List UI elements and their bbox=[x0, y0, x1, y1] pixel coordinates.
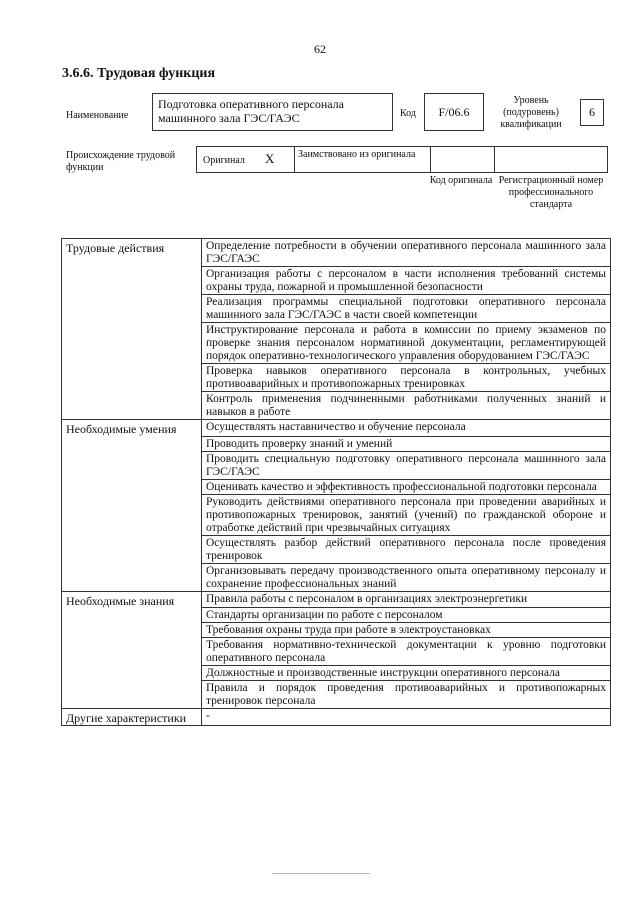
table-row bbox=[62, 666, 611, 681]
table-row bbox=[62, 239, 611, 267]
table-row bbox=[62, 392, 611, 420]
table-cell: Контроль применения подчиненными работниками полученных знаний и навыков в работе bbox=[202, 392, 611, 420]
name-label: Наименование bbox=[66, 110, 129, 121]
table-cell: Должностные и производственные инструкции оперативного персонала bbox=[202, 666, 611, 681]
functions-table bbox=[61, 238, 611, 726]
table-row bbox=[62, 267, 611, 295]
section-title-cell: Необходимые знания bbox=[62, 591, 202, 608]
borrowed-label: Заимствовано из оригинала bbox=[298, 149, 416, 160]
section-title-cell-continued bbox=[62, 392, 202, 420]
level-label: Уровень (подуровень) квалификации bbox=[500, 95, 562, 130]
table-cell: - bbox=[202, 709, 611, 726]
table-cell: Правила и порядок проведения противоаварийных и противопожарных тренировок персонала bbox=[202, 681, 611, 709]
section-title-cell-continued bbox=[62, 535, 202, 563]
section-title-cell-continued bbox=[62, 479, 202, 494]
section-title-cell-continued bbox=[62, 494, 202, 535]
origin-label: Происхождение трудовой функции bbox=[66, 150, 176, 173]
section-title: 3.6.6. Трудовая функция bbox=[62, 66, 216, 81]
table-row bbox=[62, 436, 611, 451]
footer-rule bbox=[272, 873, 370, 874]
section-title-cell-continued bbox=[62, 608, 202, 623]
table-cell: Правила работы с персоналом в организациях электроэнергетики bbox=[202, 591, 611, 608]
section-title-cell-continued bbox=[62, 364, 202, 392]
section-title-cell-continued bbox=[62, 436, 202, 451]
table-cell: Организация работы с персоналом в части исполнения требований системы охраны труда, пожарной и промышленной безопасности bbox=[202, 267, 611, 295]
table-cell: Осуществлять наставничество и обучение персонала bbox=[202, 420, 611, 437]
table-row bbox=[62, 563, 611, 591]
table-cell: Проводить специальную подготовку оперативного персонала машинного зала ГЭС/ГАЭС bbox=[202, 451, 611, 479]
table-row bbox=[62, 608, 611, 623]
section-title-cell-continued bbox=[62, 323, 202, 364]
reg-number-cell bbox=[495, 147, 607, 172]
original-code-cell bbox=[431, 147, 495, 172]
table-row bbox=[62, 451, 611, 479]
section-title-cell-continued bbox=[62, 666, 202, 681]
section-title-cell: Трудовые действия bbox=[62, 239, 202, 267]
table-cell: Проводить проверку знаний и умений bbox=[202, 436, 611, 451]
table-row bbox=[62, 364, 611, 392]
table-row bbox=[62, 623, 611, 638]
table-cell: Руководить действиями оперативного персонала при проведении аварийных и противопожарных тренировок, занятий (учений) по гражданской обороне и отработке действий при чрезвычайных ситуациях bbox=[202, 494, 611, 535]
section-title-cell-continued bbox=[62, 451, 202, 479]
table-row bbox=[62, 638, 611, 666]
original-mark: X bbox=[265, 151, 275, 166]
table-row bbox=[62, 494, 611, 535]
table-cell: Инструктирование персонала и работа в комиссии по приему экзаменов по проверке знания персоналом нормативной документации, регламентирующей порядок оперативно-технологического управления оборудованием ГЭС/ГАЭС bbox=[202, 323, 611, 364]
section-title-cell-continued bbox=[62, 295, 202, 323]
table-cell: Требования нормативно-технической документации к уровню подготовки оперативного персонала bbox=[202, 638, 611, 666]
table-row bbox=[62, 681, 611, 709]
borrowed-cell bbox=[295, 147, 431, 172]
reg-caption: Регистрационный номер профессионального стандарта bbox=[498, 175, 604, 210]
table-cell: Требования охраны труда при работе в электроустановках bbox=[202, 623, 611, 638]
name-value: Подготовка оперативного персонала машинного зала ГЭС/ГАЭС bbox=[152, 93, 393, 131]
table-cell: Организовывать передачу производственного опыта оперативному персоналу и сохранение профессиональных знаний bbox=[202, 563, 611, 591]
table-row bbox=[62, 323, 611, 364]
table-row bbox=[62, 420, 611, 437]
code-label: Код bbox=[400, 108, 416, 119]
original-cell bbox=[197, 147, 295, 172]
section-title-cell-continued bbox=[62, 563, 202, 591]
page-number: 62 bbox=[314, 42, 326, 56]
section-title-cell-continued bbox=[62, 623, 202, 638]
table-row bbox=[62, 709, 611, 726]
section-title-cell-continued bbox=[62, 267, 202, 295]
section-title-cell: Необходимые умения bbox=[62, 420, 202, 437]
table-cell: Реализация программы специальной подготовки оперативного персонала машинного зала ГЭС/ГАЭС в части своей компетенции bbox=[202, 295, 611, 323]
original-label: Оригинал bbox=[203, 155, 245, 166]
table-cell: Стандарты организации по работе с персоналом bbox=[202, 608, 611, 623]
code-value: F/06.6 bbox=[424, 93, 484, 131]
section-title-cell-continued bbox=[62, 681, 202, 709]
table-cell: Осуществлять разбор действий оперативного персонала после проведения тренировок bbox=[202, 535, 611, 563]
table-cell: Проверка навыков оперативного персонала в контрольных, учебных противоаварийных и противопожарных тренировках bbox=[202, 364, 611, 392]
level-value: 6 bbox=[580, 99, 604, 126]
table-cell: Определение потребности в обучении оперативного персонала машинного зала ГЭС/ГАЭС bbox=[202, 239, 611, 267]
table-row bbox=[62, 479, 611, 494]
table-row bbox=[62, 295, 611, 323]
code-caption: Код оригинала bbox=[429, 175, 493, 186]
section-title-cell: Другие характеристики bbox=[62, 709, 202, 726]
table-cell: Оценивать качество и эффективность профессиональной подготовки персонала bbox=[202, 479, 611, 494]
table-row bbox=[62, 535, 611, 563]
origin-row bbox=[196, 146, 608, 173]
table-row bbox=[62, 591, 611, 608]
section-title-cell-continued bbox=[62, 638, 202, 666]
